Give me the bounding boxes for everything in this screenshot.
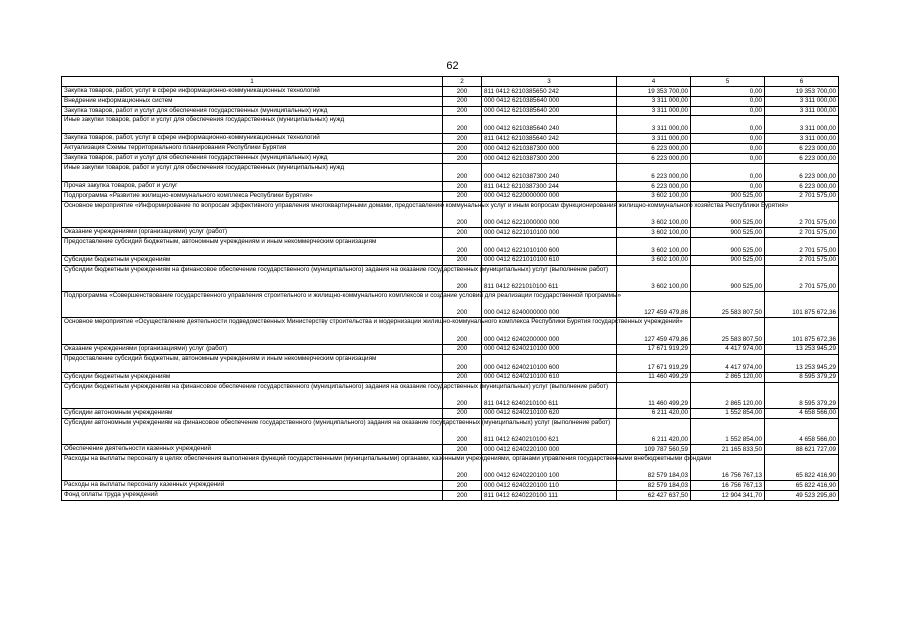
row-value6-cell: 88 621 727,09: [765, 445, 839, 455]
row-value4-cell: 6 211 420,00: [617, 408, 691, 418]
table-row: [62, 445, 839, 455]
row-value6-cell: 2 701 575,00: [765, 237, 839, 255]
row-value6-cell: 8 595 379,29: [765, 372, 839, 382]
column-header: 1: [62, 77, 443, 87]
row-kbk-cell: 000 0412 6240220100 110: [482, 481, 617, 491]
row-code-cell: 200: [443, 418, 482, 444]
row-value6-cell: 6 223 000,00: [765, 154, 839, 164]
row-value4-cell: 82 579 184,03: [617, 454, 691, 480]
row-code-cell: 200: [443, 354, 482, 372]
row-name-cell: Оказание учреждениями (организациями) услуг (работ): [62, 227, 443, 237]
row-kbk-cell: 000 0412 6221000000 000: [482, 201, 617, 227]
row-value4-cell: 3 602 100,00: [617, 201, 691, 227]
row-name-cell: Основное мероприятие «Осуществление деятельности подведомственных Министерству строительства и модернизации жилищно-коммунального комплекса Республики Бурятия государственных учреждений»: [62, 318, 443, 344]
row-kbk-cell: 811 0412 6240210100 621: [482, 418, 617, 444]
row-name-cell: Оказание учреждениями (организациями) услуг (работ): [62, 344, 443, 354]
table-row: [62, 318, 839, 344]
row-name-cell: Субсидии бюджетным учреждениям: [62, 255, 443, 265]
row-value6-cell: 6 223 000,00: [765, 181, 839, 191]
row-value4-cell: 6 223 000,00: [617, 144, 691, 154]
row-kbk-cell: 000 0412 6210387300 000: [482, 144, 617, 154]
table-row: [62, 418, 839, 444]
row-code-cell: 200: [443, 116, 482, 134]
table-row: [62, 87, 839, 97]
column-number-row: [62, 77, 839, 87]
row-name-cell: Предоставление субсидий бюджетным, автономным учреждениям и иным некоммерческим организациям: [62, 237, 443, 255]
row-value6-cell: 65 822 416,90: [765, 481, 839, 491]
row-value5-cell: 4 417 974,00: [691, 344, 765, 354]
column-header: 2: [443, 77, 482, 87]
row-value4-cell: 17 671 919,29: [617, 344, 691, 354]
row-name-cell: Подпрограмма «Совершенствование государственного управления строительного и жилищно-коммунального комплексов и создание условий для реализации государственной программы»: [62, 292, 443, 318]
row-value4-cell: 6 211 420,00: [617, 418, 691, 444]
row-value5-cell: 16 756 767,13: [691, 481, 765, 491]
row-value5-cell: 900 525,00: [691, 201, 765, 227]
row-code-cell: 200: [443, 144, 482, 154]
row-value5-cell: 12 904 341,70: [691, 491, 765, 501]
column-header: 3: [482, 77, 617, 87]
row-value6-cell: 65 822 416,90: [765, 454, 839, 480]
row-value6-cell: 2 701 575,00: [765, 191, 839, 201]
row-code-cell: 200: [443, 237, 482, 255]
row-value6-cell: 19 353 700,00: [765, 87, 839, 97]
row-name-cell: Прочая закупка товаров, работ и услуг: [62, 181, 443, 191]
row-value6-cell: 13 253 945,29: [765, 344, 839, 354]
row-value6-cell: 6 223 000,00: [765, 163, 839, 181]
row-value5-cell: 2 865 120,00: [691, 372, 765, 382]
table-row: [62, 292, 839, 318]
row-name-cell: Субсидии бюджетным учреждениям на финансовое обеспечение государственного (муниципального) задания на оказание государственных (муниципальных) услуг (выполнение работ): [62, 382, 443, 408]
row-value5-cell: 900 525,00: [691, 191, 765, 201]
row-value6-cell: 13 253 945,29: [765, 354, 839, 372]
table-row: [62, 265, 839, 291]
row-value6-cell: 2 701 575,00: [765, 201, 839, 227]
row-value5-cell: 2 865 120,00: [691, 382, 765, 408]
row-kbk-cell: 811 0412 6240210100 611: [482, 382, 617, 408]
row-value5-cell: 0,00: [691, 134, 765, 144]
row-code-cell: 200: [443, 181, 482, 191]
row-kbk-cell: 000 0412 6240210100 000: [482, 344, 617, 354]
row-value6-cell: 2 701 575,00: [765, 227, 839, 237]
table-row: [62, 481, 839, 491]
row-code-cell: 200: [443, 96, 482, 106]
table-row: [62, 408, 839, 418]
row-value5-cell: 900 525,00: [691, 237, 765, 255]
row-kbk-cell: 811 0412 6210385650 242: [482, 87, 617, 97]
row-value5-cell: 900 525,00: [691, 227, 765, 237]
row-code-cell: 200: [443, 372, 482, 382]
row-kbk-cell: 000 0412 6210385640 240: [482, 116, 617, 134]
row-name-cell: Расходы на выплаты персоналу в целях обеспечения выполнения функций государственными (муниципальными) органами, казенными учреждениями, органами управления государственными внебюджетными фондами: [62, 454, 443, 480]
row-value4-cell: 3 602 100,00: [617, 227, 691, 237]
row-value4-cell: 3 311 000,00: [617, 106, 691, 116]
row-name-cell: Фонд оплаты труда учреждений: [62, 491, 443, 501]
row-value4-cell: 3 602 100,00: [617, 255, 691, 265]
table-row: [62, 344, 839, 354]
row-kbk-cell: 000 0412 6210387300 240: [482, 163, 617, 181]
row-value6-cell: 49 523 295,80: [765, 491, 839, 501]
row-kbk-cell: 000 0412 6221010100 610: [482, 255, 617, 265]
row-kbk-cell: 811 0412 6210387300 244: [482, 181, 617, 191]
table-row: [62, 144, 839, 154]
row-value5-cell: 0,00: [691, 87, 765, 97]
row-code-cell: 200: [443, 265, 482, 291]
row-value4-cell: 17 671 919,29: [617, 354, 691, 372]
row-code-cell: 200: [443, 292, 482, 318]
row-value4-cell: 6 223 000,00: [617, 154, 691, 164]
row-value4-cell: 109 787 560,59: [617, 445, 691, 455]
row-kbk-cell: 000 0412 6240210100 620: [482, 408, 617, 418]
budget-table: [61, 76, 839, 501]
row-value6-cell: 4 658 566,00: [765, 418, 839, 444]
row-code-cell: 200: [443, 163, 482, 181]
row-value6-cell: 2 701 575,00: [765, 255, 839, 265]
row-value4-cell: 3 311 000,00: [617, 96, 691, 106]
column-header: 6: [765, 77, 839, 87]
row-value4-cell: 3 602 100,00: [617, 237, 691, 255]
table-row: [62, 227, 839, 237]
row-value5-cell: 0,00: [691, 163, 765, 181]
row-kbk-cell: 000 0412 6210385640 000: [482, 96, 617, 106]
row-kbk-cell: 000 0412 6220000000 000: [482, 191, 617, 201]
row-value4-cell: 127 459 479,86: [617, 292, 691, 318]
table-row: [62, 237, 839, 255]
row-code-cell: 200: [443, 481, 482, 491]
row-kbk-cell: 000 0412 6240220100 000: [482, 445, 617, 455]
table-row: [62, 491, 839, 501]
row-name-cell: Закупка товаров, работ, услуг в сфере информационно-коммуникационных технологий: [62, 134, 443, 144]
row-code-cell: 200: [443, 454, 482, 480]
page-number: 62: [446, 60, 459, 72]
table-row: [62, 116, 839, 134]
row-value4-cell: 3 311 000,00: [617, 116, 691, 134]
row-name-cell: Субсидии автономным учреждениям: [62, 408, 443, 418]
row-value4-cell: 11 460 499,29: [617, 382, 691, 408]
row-value4-cell: 6 223 000,00: [617, 163, 691, 181]
table-row: [62, 201, 839, 227]
row-value5-cell: 25 583 807,50: [691, 292, 765, 318]
row-kbk-cell: 000 0412 6210387300 200: [482, 154, 617, 164]
row-value6-cell: 4 658 566,00: [765, 408, 839, 418]
column-header: 5: [691, 77, 765, 87]
row-value5-cell: 21 165 833,50: [691, 445, 765, 455]
table-row: [62, 255, 839, 265]
table-row: [62, 454, 839, 480]
row-value5-cell: 1 552 854,00: [691, 408, 765, 418]
row-name-cell: Иные закупки товаров, работ и услуг для обеспечения государственных (муниципальных) нужд: [62, 163, 443, 181]
row-value5-cell: 0,00: [691, 96, 765, 106]
row-code-cell: 200: [443, 134, 482, 144]
row-value6-cell: 3 311 000,00: [765, 96, 839, 106]
row-value5-cell: 0,00: [691, 181, 765, 191]
row-kbk-cell: 000 0412 6240200000 000: [482, 318, 617, 344]
row-value4-cell: 3 602 100,00: [617, 265, 691, 291]
row-name-cell: Субсидии бюджетным учреждениям: [62, 372, 443, 382]
row-kbk-cell: 811 0412 6210385640 242: [482, 134, 617, 144]
row-code-cell: 200: [443, 201, 482, 227]
row-value6-cell: 6 223 000,00: [765, 144, 839, 154]
table-row: [62, 191, 839, 201]
row-value6-cell: 101 875 672,36: [765, 292, 839, 318]
row-kbk-cell: 000 0412 6240210100 600: [482, 354, 617, 372]
row-value5-cell: 25 583 807,50: [691, 318, 765, 344]
table-row: [62, 163, 839, 181]
row-name-cell: Закупка товаров, работ, услуг в сфере информационно-коммуникационных технологий: [62, 87, 443, 97]
row-value4-cell: 3 602 100,00: [617, 191, 691, 201]
row-name-cell: Расходы на выплаты персоналу казенных учреждений: [62, 481, 443, 491]
row-code-cell: 200: [443, 227, 482, 237]
row-value5-cell: 16 756 767,13: [691, 454, 765, 480]
row-code-cell: 200: [443, 445, 482, 455]
row-value4-cell: 11 460 499,29: [617, 372, 691, 382]
row-code-cell: 200: [443, 344, 482, 354]
row-code-cell: 200: [443, 154, 482, 164]
row-value5-cell: 0,00: [691, 116, 765, 134]
row-value4-cell: 6 223 000,00: [617, 181, 691, 191]
row-value4-cell: 82 579 184,03: [617, 481, 691, 491]
row-name-cell: Субсидии бюджетным учреждениям на финансовое обеспечение государственного (муниципального) задания на оказание государственных (муниципальных) услуг (выполнение работ): [62, 265, 443, 291]
row-code-cell: 200: [443, 191, 482, 201]
row-code-cell: 200: [443, 382, 482, 408]
row-name-cell: Внедрение информационных систем: [62, 96, 443, 106]
row-code-cell: 200: [443, 106, 482, 116]
row-name-cell: Основное мероприятие «Информирование по вопросам эффективного управления многоквартирными домами, предоставлению коммунальных услуг и иным вопросам функционирования жилищно-коммунального хозяйства Республики Бурятия»: [62, 201, 443, 227]
row-value4-cell: 62 427 637,50: [617, 491, 691, 501]
row-value5-cell: 900 525,00: [691, 255, 765, 265]
row-kbk-cell: 000 0412 6221010100 600: [482, 237, 617, 255]
row-value6-cell: 3 311 000,00: [765, 106, 839, 116]
row-name-cell: Закупка товаров, работ и услуг для обеспечения государственных (муниципальных) нужд: [62, 106, 443, 116]
row-value5-cell: 0,00: [691, 144, 765, 154]
row-name-cell: Закупка товаров, работ и услуг для обеспечения государственных (муниципальных) нужд: [62, 154, 443, 164]
table-row: [62, 372, 839, 382]
column-header: 4: [617, 77, 691, 87]
row-value5-cell: 0,00: [691, 106, 765, 116]
row-name-cell: Субсидии автономным учреждениям на финансовое обеспечение государственного (муниципального) задания на оказание государственных (муниципальных) услуг (выполнение работ): [62, 418, 443, 444]
row-code-cell: 200: [443, 491, 482, 501]
row-value5-cell: 1 552 854,00: [691, 418, 765, 444]
row-name-cell: Предоставление субсидий бюджетным, автономным учреждениям и иным некоммерческим организациям: [62, 354, 443, 372]
row-value5-cell: 900 525,00: [691, 265, 765, 291]
row-kbk-cell: 000 0412 6240210100 610: [482, 372, 617, 382]
row-value6-cell: 2 701 575,00: [765, 265, 839, 291]
row-name-cell: Актуализация Схемы территориального планирования Республики Бурятия: [62, 144, 443, 154]
row-value4-cell: 127 459 479,86: [617, 318, 691, 344]
table-row: [62, 134, 839, 144]
row-value6-cell: 101 875 672,36: [765, 318, 839, 344]
table-row: [62, 181, 839, 191]
row-value6-cell: 3 311 000,00: [765, 116, 839, 134]
row-name-cell: Обеспечение деятельности казенных учреждений: [62, 445, 443, 455]
row-value6-cell: 3 311 000,00: [765, 134, 839, 144]
row-code-cell: 200: [443, 318, 482, 344]
table-row: [62, 154, 839, 164]
row-name-cell: Подпрограмма «Развитие жилищно-коммунального комплекса Республики Бурятия»: [62, 191, 443, 201]
row-value6-cell: 8 595 379,29: [765, 382, 839, 408]
row-code-cell: 200: [443, 87, 482, 97]
table-row: [62, 96, 839, 106]
row-kbk-cell: 000 0412 6240000000 000: [482, 292, 617, 318]
row-name-cell: Иные закупки товаров, работ и услуг для обеспечения государственных (муниципальных) нужд: [62, 116, 443, 134]
row-kbk-cell: 000 0412 6221010100 000: [482, 227, 617, 237]
row-value5-cell: 4 417 974,00: [691, 354, 765, 372]
row-value4-cell: 3 311 000,00: [617, 134, 691, 144]
row-value5-cell: 0,00: [691, 154, 765, 164]
row-kbk-cell: 811 0412 6221010100 611: [482, 265, 617, 291]
table-row: [62, 382, 839, 408]
row-kbk-cell: 000 0412 6210385640 200: [482, 106, 617, 116]
table-row: [62, 106, 839, 116]
row-value4-cell: 19 353 700,00: [617, 87, 691, 97]
row-code-cell: 200: [443, 408, 482, 418]
table-row: [62, 354, 839, 372]
row-kbk-cell: 811 0412 6240220100 111: [482, 491, 617, 501]
row-code-cell: 200: [443, 255, 482, 265]
row-kbk-cell: 000 0412 6240220100 100: [482, 454, 617, 480]
